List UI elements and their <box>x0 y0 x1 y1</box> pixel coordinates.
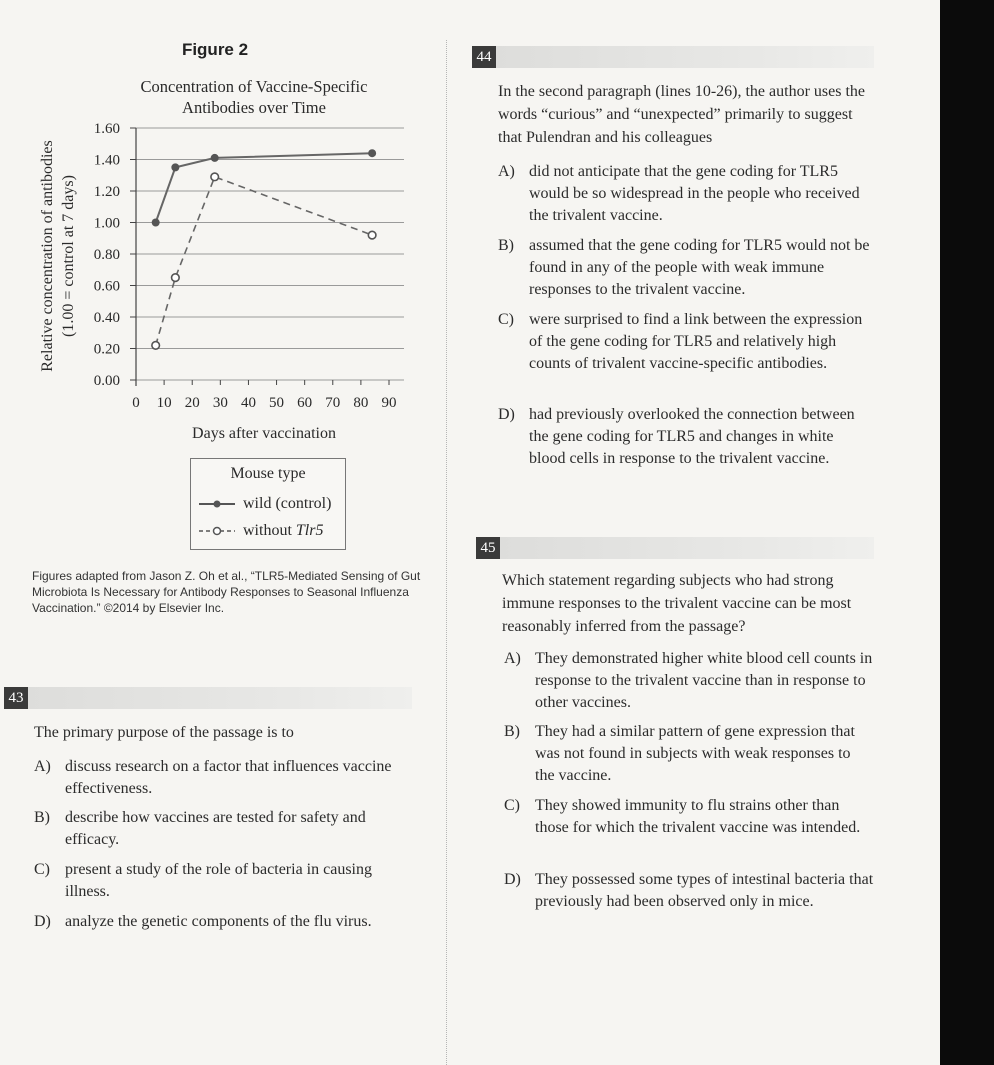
option-letter: A) <box>34 758 51 775</box>
option-text: assumed that the gene coding for TLR5 would not be found in any of the people with weak immune responses to the trivalent vaccine. <box>529 237 870 298</box>
question-43-option-d[interactable] <box>34 911 414 933</box>
chart-title-line: Concentration of Vaccine-Specific <box>140 77 368 96</box>
y-tick-label: 1.00 <box>93 215 120 232</box>
question-43-number: 43 <box>4 687 28 709</box>
option-text: present a study of the role of bacteria in causing illness. <box>65 861 372 900</box>
option-letter: C) <box>504 797 520 814</box>
question-43-option-a[interactable] <box>34 756 414 800</box>
option-text: analyze the genetic components of the flu virus. <box>65 913 372 930</box>
column-divider <box>446 40 447 1065</box>
legend-label-wild: wild (control) <box>243 495 332 512</box>
legend-entry-no-tlr5 <box>197 520 323 542</box>
option-text: discuss research on a factor that influences vaccine effectiveness. <box>65 758 392 797</box>
question-44-header <box>472 46 874 68</box>
question-43-stem: The primary purpose of the passage is to <box>34 724 294 741</box>
x-tick-label: 80 <box>353 395 369 411</box>
question-44-option-b[interactable] <box>498 235 873 301</box>
option-text: They possessed some types of intestinal bacteria that previously had been observed only in mice. <box>535 871 874 910</box>
data-point-wild <box>171 163 179 171</box>
data-point-wild <box>152 219 160 227</box>
option-letter: A) <box>504 650 521 667</box>
option-letter: D) <box>504 871 521 888</box>
question-45-stem: Which statement regarding subjects who had strong immune responses to the trivalent vaccine can be most reasonably inferred from the passage? <box>502 572 852 635</box>
question-45-number: 45 <box>476 537 500 559</box>
x-tick-label: 10 <box>156 395 172 411</box>
x-tick-label: 90 <box>381 395 397 411</box>
option-letter: B) <box>504 723 520 740</box>
figure-label: Figure 2 <box>181 40 249 59</box>
y-axis-label-sub: (1.00 = control at 7 days) <box>60 175 77 337</box>
series-line-without-tlr5 <box>156 177 372 346</box>
question-43-option-c[interactable] <box>34 859 414 903</box>
option-letter: D) <box>34 913 51 930</box>
x-tick-label: 50 <box>269 395 285 411</box>
option-text: did not anticipate that the gene coding for TLR5 would be so widespread in the people who received the trivalent vaccine. <box>529 163 860 224</box>
option-letter: B) <box>34 809 50 826</box>
x-tick-label: 60 <box>297 395 313 411</box>
option-text: They showed immunity to flu strains other than those for which the trivalent vaccine was intended. <box>535 797 861 836</box>
chart-legend <box>190 458 346 550</box>
question-44-number: 44 <box>472 46 496 68</box>
question-43-option-b[interactable] <box>34 807 414 851</box>
figure-credit: Figures adapted from Jason Z. Oh et al., “TLR5-Mediated Sensing of Gut Microbiota Is Necessary for Antibody Responses to Seasonal Influenza Vaccination.” ©2014 by Elsevier Inc. <box>32 569 421 615</box>
legend-title: Mouse type <box>230 465 306 482</box>
question-45-option-d[interactable] <box>504 869 874 913</box>
question-44-option-a[interactable] <box>498 161 873 227</box>
x-tick-label: 70 <box>325 395 341 411</box>
y-axis-label: Relative concentration of antibodies <box>39 140 56 372</box>
question-45-option-a[interactable] <box>504 648 874 714</box>
legend-italic-gene: Tlr5 <box>295 522 324 539</box>
y-tick-label: 0.80 <box>93 247 120 263</box>
option-letter: C) <box>34 861 50 878</box>
y-tick-label: 1.60 <box>93 121 120 137</box>
data-point-without-tlr5 <box>152 342 160 350</box>
question-44-stem: In the second paragraph (lines 10-26), the author uses the words “curious” and “unexpected” primarily to suggest that Pulendran and his colleagues <box>498 83 865 146</box>
option-text: describe how vaccines are tested for safety and efficacy. <box>65 809 366 848</box>
y-tick-label: 0.20 <box>93 341 120 358</box>
data-point-wild <box>368 149 376 157</box>
data-point-without-tlr5 <box>211 173 219 181</box>
legend-label-no-tlr5: without Tlr5 <box>243 522 324 539</box>
antibody-line-chart <box>0 70 430 450</box>
question-45-header <box>476 537 874 559</box>
data-point-without-tlr5 <box>172 274 180 282</box>
option-text: They had a similar pattern of gene expression that was not found in subjects with weak responses to the vaccine. <box>535 723 855 784</box>
x-tick-label: 40 <box>240 395 256 411</box>
option-text: had previously overlooked the connection between the gene coding for TLR5 and changes in white blood cells in response to the trivalent vaccine. <box>529 406 855 467</box>
data-point-without-tlr5 <box>368 231 376 239</box>
question-44-option-c[interactable] <box>498 309 873 375</box>
question-43-header <box>4 687 412 709</box>
legend-dashed-line-icon <box>197 525 237 537</box>
series-line-wild-control <box>156 153 372 222</box>
chart-title-line: Antibodies over Time <box>182 98 326 117</box>
y-tick-label: 0.60 <box>93 278 120 295</box>
option-letter: A) <box>498 163 515 180</box>
option-text: were surprised to find a link between the expression of the gene coding for TLR5 and relatively high counts of trivalent vaccine-specific antibodies. <box>529 311 863 372</box>
x-tick-label: 0 <box>132 395 140 411</box>
question-44-option-d[interactable] <box>498 404 873 470</box>
x-tick-label: 20 <box>184 395 200 411</box>
y-tick-label: 1.40 <box>93 152 120 169</box>
x-tick-label: 30 <box>212 395 228 411</box>
book-binding-edge <box>940 0 994 1065</box>
option-letter: C) <box>498 311 514 328</box>
option-letter: B) <box>498 237 514 254</box>
legend-entry-wild <box>197 493 331 515</box>
data-point-wild <box>211 154 219 162</box>
question-45-option-b[interactable] <box>504 721 874 787</box>
option-text: They demonstrated higher white blood cell counts in response to the trivalent vaccine than in response to other vaccines. <box>535 650 873 711</box>
y-tick-label: 0.40 <box>93 310 120 326</box>
option-letter: D) <box>498 406 515 423</box>
x-axis-label: Days after vaccination <box>192 425 336 442</box>
y-tick-label: 1.20 <box>93 184 120 200</box>
question-45-option-c[interactable] <box>504 795 874 839</box>
legend-solid-line-icon <box>197 498 237 510</box>
y-tick-label: 0.00 <box>93 373 120 389</box>
